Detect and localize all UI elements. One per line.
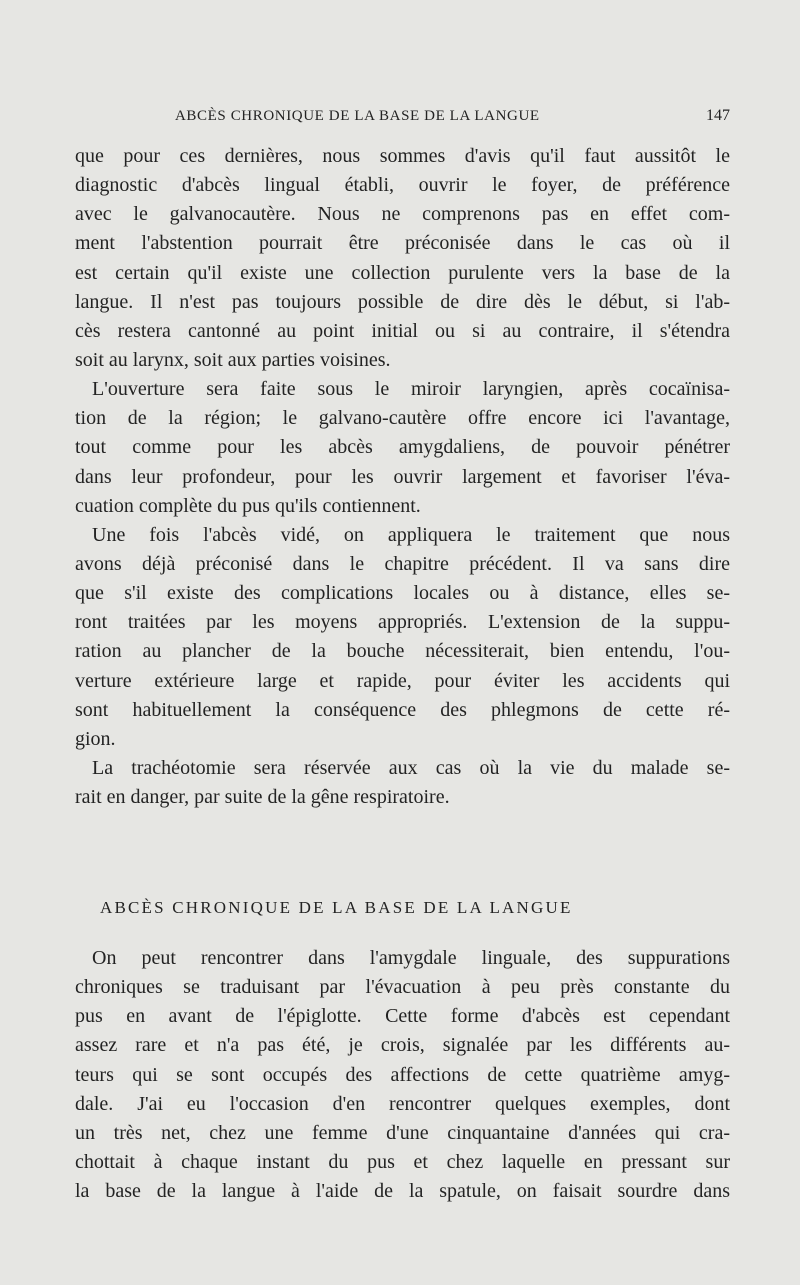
text-line: la base de la langue à l'aide de la spatule, on faisait sourdre dans (75, 1180, 730, 1203)
text-line: La trachéotomie sera réservée aux cas où la vie du malade se- (92, 756, 730, 779)
text-line: chroniques se traduisant par l'évacuation à peu près constante du (75, 976, 730, 999)
text-line: gion. (75, 727, 116, 750)
text-line: pus en avant de l'épiglotte. Cette forme d'abcès est cependant (75, 1005, 730, 1028)
text-line: que pour ces dernières, nous sommes d'avis qu'il faut aussitôt le (75, 145, 730, 167)
text-line: ration au plancher de la bouche nécessiterait, bien entendu, l'ou- (75, 640, 730, 663)
page-number: 147 (706, 107, 730, 124)
running-header (75, 103, 730, 129)
text-line: teurs qui se sont occupés des affections de cette quatrième amyg- (75, 1063, 730, 1086)
text-line: avec le galvanocautère. Nous ne comprenons pas en effet com- (75, 203, 730, 226)
text-line: tout comme pour les abcès amygdaliens, de pouvoir pénétrer (75, 436, 730, 459)
text-line: ront traitées par les moyens appropriés. L'extension de la suppu- (75, 611, 730, 634)
text-line: cuation complète du pus qu'ils contiennent. (75, 494, 421, 517)
text-line: assez rare et n'a pas été, je crois, signalée par les différents au- (75, 1034, 730, 1057)
text-line: dans leur profondeur, pour les ouvrir largement et favoriser l'éva- (75, 465, 730, 488)
text-line: chottait à chaque instant du pus et chez laquelle en pressant sur (75, 1150, 730, 1173)
text-line: langue. Il n'est pas toujours possible de dire dès le début, si l'ab- (75, 290, 730, 313)
text-line: sont habituellement la conséquence des phlegmons de cette ré- (75, 698, 730, 721)
text-line: un très net, chez une femme d'une cinquantaine d'années qui cra- (75, 1121, 730, 1144)
text-line: diagnostic d'abcès lingual établi, ouvrir le foyer, de préférence (75, 174, 730, 197)
text-line: est certain qu'il existe une collection purulente vers la base de la (75, 261, 730, 284)
text-line: L'ouverture sera faite sous le miroir laryngien, après cocaïnisa- (92, 378, 730, 401)
text-line: tion de la région; le galvano-cautère offre encore ici l'avantage, (75, 407, 730, 430)
text-line: que s'il existe des complications locales ou à distance, elles se- (75, 582, 730, 605)
text-line: rait en danger, par suite de la gêne respiratoire. (75, 786, 450, 809)
text-line: avons déjà préconisé dans le chapitre précédent. Il va sans dire (75, 552, 730, 575)
text-line: ment l'abstention pourrait être préconisée dans le cas où il (75, 232, 730, 255)
text-line: On peut rencontrer dans l'amygdale linguale, des suppurations (92, 947, 730, 969)
text-line: soit au larynx, soit aux parties voisines. (75, 348, 391, 371)
text-line: cès restera cantonné au point initial ou si au contraire, il s'étendra (75, 319, 730, 342)
section-heading: ABCÈS CHRONIQUE DE LA BASE DE LA LANGUE (100, 898, 573, 917)
text-block-upper (75, 142, 730, 812)
running-title: ABCÈS CHRONIQUE DE LA BASE DE LA LANGUE (175, 108, 540, 124)
text-block-lower (75, 944, 730, 1206)
text-line: dale. J'ai eu l'occasion d'en rencontrer quelques exemples, dont (75, 1092, 730, 1115)
text-line: verture extérieure large et rapide, pour éviter les accidents qui (75, 669, 730, 692)
text-line: Une fois l'abcès vidé, on appliquera le traitement que nous (92, 523, 730, 546)
